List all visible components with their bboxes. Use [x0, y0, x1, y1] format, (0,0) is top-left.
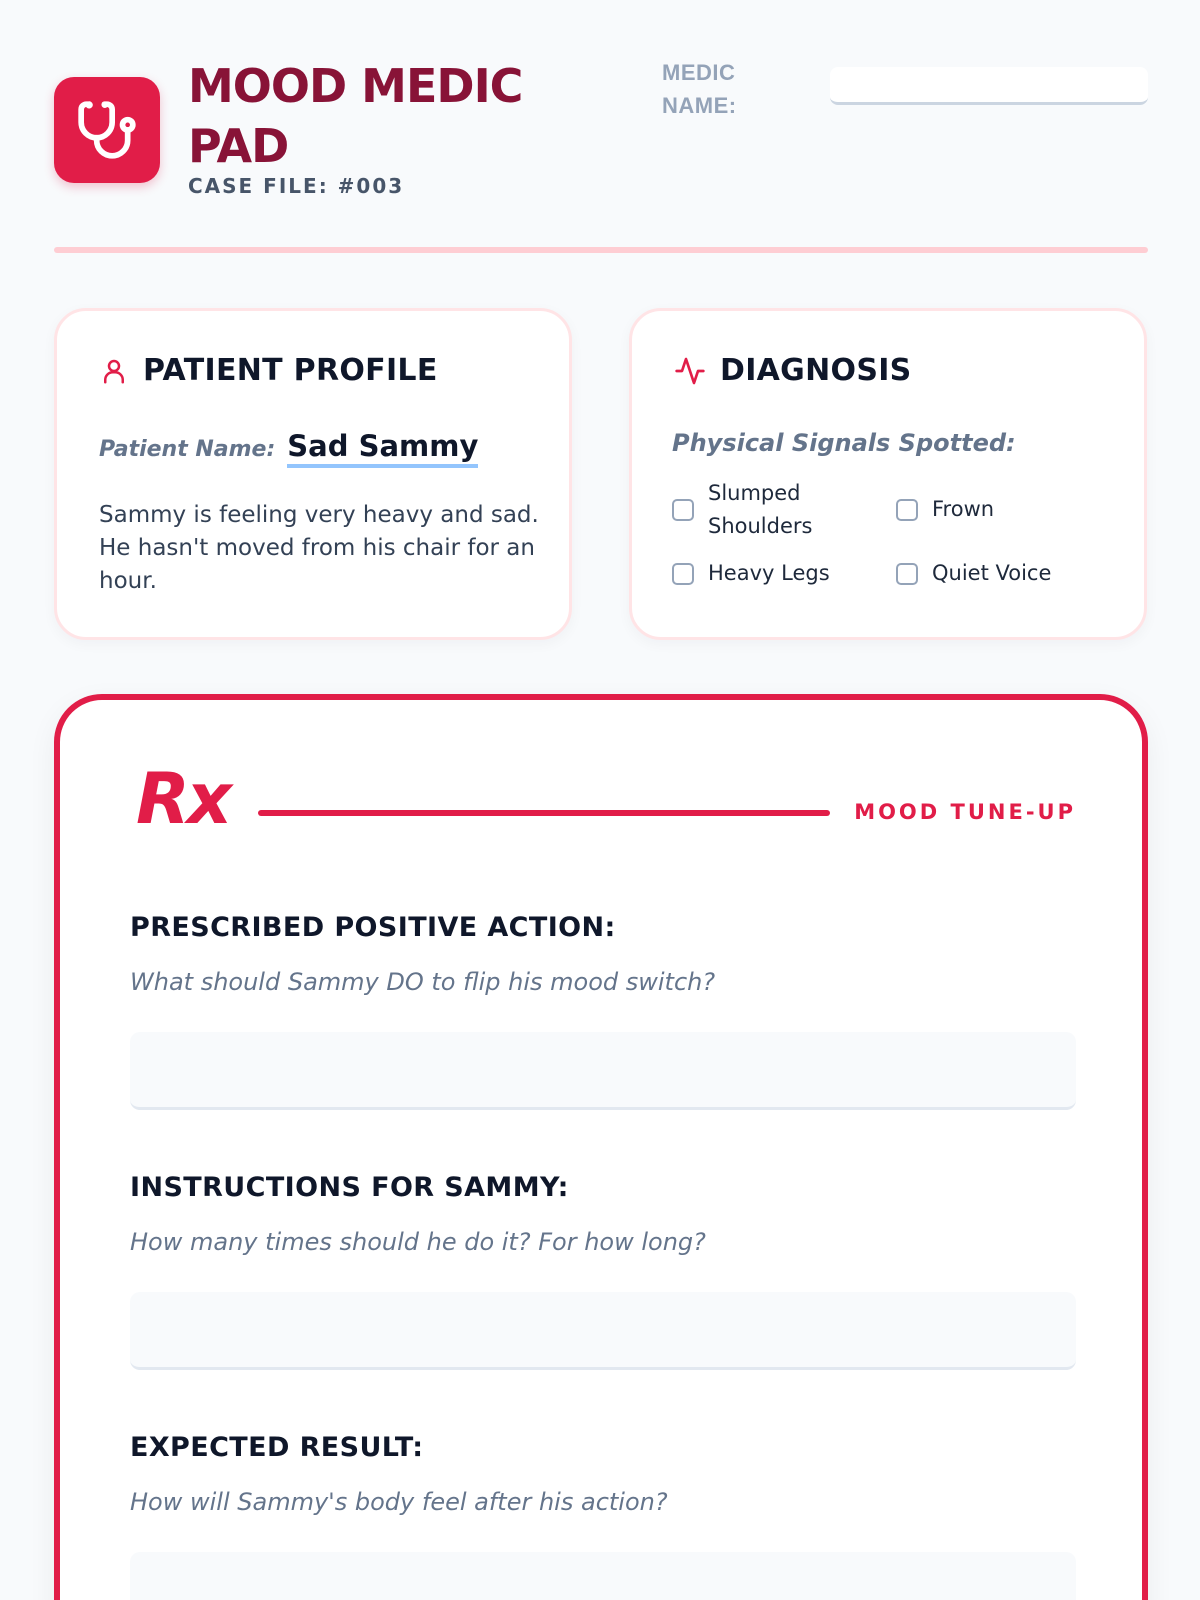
signal-label: Heavy Legs: [708, 561, 830, 585]
header: [54, 56, 1148, 206]
instructions-hint: How many times should he do it? For how long?: [130, 1228, 706, 1256]
signals-label: Physical Signals Spotted:: [672, 429, 1016, 457]
checkbox[interactable]: [672, 563, 694, 585]
signal-checkbox-frown[interactable]: [896, 493, 994, 526]
patient-profile-title: PATIENT PROFILE: [143, 353, 438, 388]
app-logo: [54, 77, 160, 183]
rx-symbol: Rx: [136, 758, 230, 840]
patient-name-row: [99, 429, 478, 468]
instructions-input[interactable]: [130, 1292, 1076, 1370]
case-file-number: CASE FILE: #003: [188, 174, 405, 198]
prescribed-action-hint: What should Sammy DO to flip his mood switch?: [130, 968, 716, 996]
activity-icon: [674, 355, 706, 387]
diagnosis-card: [629, 308, 1147, 640]
patient-profile-card: [54, 308, 572, 640]
prescription-panel: [54, 694, 1148, 1600]
signal-checkbox-slumped-shoulders[interactable]: [672, 477, 872, 543]
signal-label: Quiet Voice: [932, 561, 1052, 585]
patient-description: Sammy is feeling very heavy and sad. He hasn't moved from his chair for an hour.: [99, 502, 539, 594]
checkbox[interactable]: [896, 499, 918, 521]
expected-result-hint: How will Sammy's body feel after his action?: [130, 1488, 668, 1516]
header-divider: [54, 247, 1148, 253]
signal-label: Slumped Shoulders: [708, 481, 813, 538]
app-title: MOOD MEDIC PAD: [188, 59, 523, 173]
signal-checkbox-quiet-voice[interactable]: [896, 557, 1051, 590]
signal-checkbox-heavy-legs[interactable]: [672, 557, 830, 590]
patient-name-value: Sad Sammy: [287, 429, 478, 468]
stethoscope-icon: [76, 99, 138, 161]
checkbox[interactable]: [672, 499, 694, 521]
patient-name-label: Patient Name:: [99, 437, 276, 462]
expected-result-heading: EXPECTED RESULT:: [130, 1432, 424, 1463]
signal-label: Frown: [932, 497, 995, 521]
checkbox[interactable]: [896, 563, 918, 585]
diagnosis-header: [674, 353, 912, 388]
patient-profile-header: [99, 353, 438, 388]
rx-divider: [258, 810, 830, 816]
prescribed-action-input[interactable]: [130, 1032, 1076, 1110]
prescribed-action-heading: PRESCRIBED POSITIVE ACTION:: [130, 912, 616, 943]
mood-tune-up-tag: MOOD TUNE-UP: [854, 800, 1076, 824]
diagnosis-title: DIAGNOSIS: [720, 353, 912, 388]
expected-result-input[interactable]: [130, 1552, 1076, 1600]
medic-name-input[interactable]: [830, 67, 1148, 105]
user-icon: [99, 356, 129, 386]
instructions-heading: INSTRUCTIONS FOR SAMMY:: [130, 1172, 569, 1203]
medic-name-label: MEDIC NAME:: [662, 60, 737, 118]
